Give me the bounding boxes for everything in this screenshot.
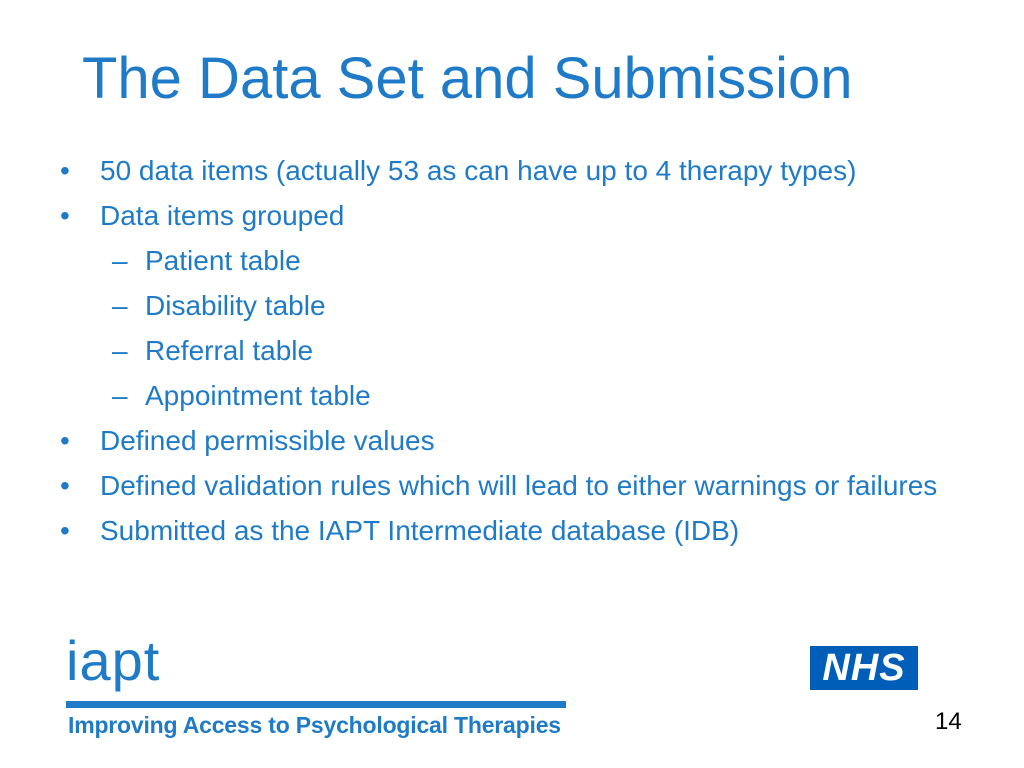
nhs-logo: NHS	[810, 646, 918, 690]
sub-bullet-marker: –	[112, 380, 128, 411]
sub-bullet-marker: –	[112, 290, 128, 321]
bullet-marker: •	[60, 470, 70, 501]
iapt-logo-rule	[66, 701, 566, 708]
sub-bullet-text: Disability table	[145, 290, 326, 321]
sub-bullet-item	[60, 379, 980, 413]
sub-bullet-text: Referral table	[145, 335, 314, 366]
bullet-item	[60, 199, 980, 233]
bullet-text: Submitted as the IAPT Intermediate database (IDB)	[100, 515, 740, 546]
iapt-logo	[66, 628, 576, 738]
sub-bullet-text: Patient table	[145, 245, 301, 276]
bullet-list	[60, 154, 980, 559]
slide-title: The Data Set and Submission	[82, 46, 853, 111]
bullet-item	[60, 469, 980, 503]
bullet-text: Defined validation rules which will lead to either warnings or failures	[100, 470, 938, 501]
bullet-marker: •	[60, 155, 70, 186]
bullet-marker: •	[60, 200, 70, 231]
iapt-logo-tagline: Improving Access to Psychological Therapies	[68, 712, 561, 738]
sub-bullet-item	[60, 244, 980, 278]
bullet-item	[60, 424, 980, 458]
bullet-text: Data items grouped	[100, 200, 345, 231]
sub-bullet-item	[60, 334, 980, 368]
bullet-marker: •	[60, 515, 70, 546]
bullet-item	[60, 514, 980, 548]
bullet-marker: •	[60, 425, 70, 456]
bullet-item	[60, 154, 980, 188]
page-number: 14	[935, 708, 962, 735]
iapt-logo-wordmark: iapt	[66, 629, 161, 692]
sub-bullet-item	[60, 289, 980, 323]
bullet-text: 50 data items (actually 53 as can have up to 4 therapy types)	[100, 155, 857, 186]
sub-bullet-text: Appointment table	[145, 380, 371, 411]
sub-bullet-marker: –	[112, 245, 128, 276]
bullet-text: Defined permissible values	[100, 425, 435, 456]
sub-bullet-marker: –	[112, 335, 128, 366]
